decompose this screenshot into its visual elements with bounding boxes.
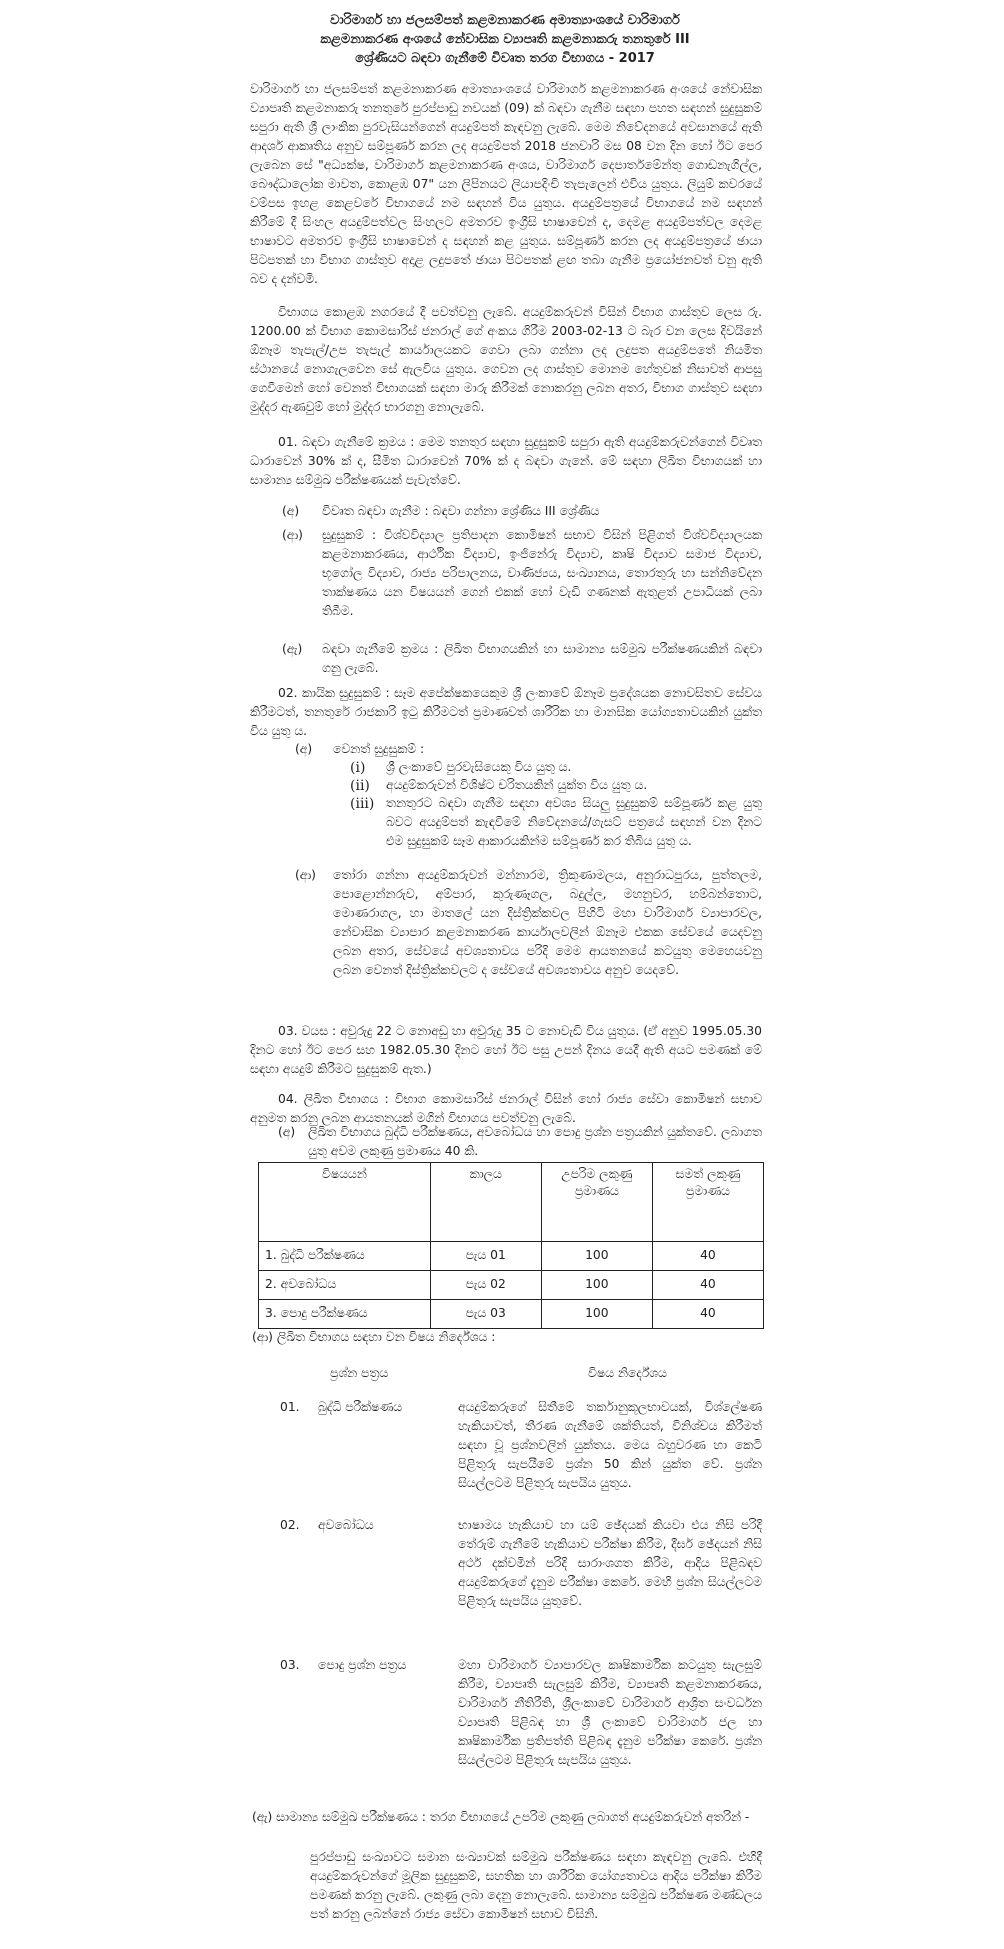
section-01a-label: (අ): [282, 504, 300, 518]
section-01b-label: (ආ): [282, 528, 303, 542]
cell-subject: 1. බුද්ධි පරීක්ෂණය: [259, 1242, 431, 1271]
header-pass-marks: සමත් ලකුණු ප්‍රමාණය: [652, 1163, 763, 1242]
cell-duration: පැය 03: [430, 1300, 541, 1329]
section-04a-label: (අ): [278, 1125, 296, 1139]
syllabus-paper: පොදු ප්‍රශ්න පත්‍රය: [318, 1658, 407, 1672]
syllabus-item-2: [280, 1516, 762, 1611]
section-02a-heading: වෙනත් සුදුසුකම් :: [333, 742, 425, 756]
cell-pass-marks: 40: [652, 1271, 763, 1300]
item-text: ශ්‍රී ලංකාවේ පුරවැසියෙකු විය යුතු ය.: [386, 760, 572, 774]
section-02b-label: (ආ): [295, 868, 316, 882]
title-line-3: ශ්‍රේණියට බඳවා ගැනීමේ විවෘත තරග විභාගය - 2017: [355, 50, 655, 66]
cell-max-marks: 100: [541, 1242, 652, 1271]
header-max-marks: උපරිම ලකුණු ප්‍රමාණය: [541, 1163, 652, 1242]
item-number: (i): [350, 760, 366, 776]
syllabus-item-3: [280, 1656, 762, 1770]
section-01b-qualifications: සුදුසුකම් : විශ්වවිද්‍යාල ප්‍රතිපාදන කොමිෂන් සභාව විසින් පිළිගත් විශ්වවිද්‍යාලයක කළමනාකරණය, ආර්ථික විද්‍යාව, ඉංජිනේරු විද්‍යාව, කෘෂි විද්‍යාව සමාජ විද්‍යාව, භූගෝල විද්‍යාව, රාජ්‍ය පරිපාලනය, වාණිජ්‍යය, සංඛ්‍යානය, තොරතුරු හා සන්නිවේදන තාක්ෂණය යන විෂයයන් ගෙන් එකක් හෝ වැඩි ගණනක් ඇතුළත් උපාධියක් ලබා තිබීම.: [322, 528, 762, 619]
section-02a-label: (අ): [295, 742, 313, 756]
cell-pass-marks: 40: [652, 1300, 763, 1329]
intro-paragraph: වාරිමාර්ග හා ජලසම්පත් කළමනාකරණ අමාත්‍යාංශයේ වාරිමාර්ග කළමනාකරණ අංශයේ නේවාසික ව්‍යාපෘති කළමනාකරු තනතුරේ පුරප්පාඩු නවයක් (09) ක් බඳවා ගැනීම සඳහා පහත සඳහන් සුදුසුකම් සපුරා ඇති ශ්‍රී ලාංකික පුරවැසියන්ගෙන් අයදුම්පත් කැඳවනු ලැබේ. මෙම නිවේදනයේ අවසානයේ ඇති ආදර්ශ ආකෘතිය අනුව සම්පූර්ණ කරන ලද අයදුම්පත් 2018 ජනවාරි මස 08 වන දින හෝ ඊට පෙර ලැබෙන සේ "අධ්‍යක්ෂ, වාරිමාර්ග කළමනාකරණ අංශය, වාරිමාර්ග දෙපාර්තමේන්තු ගොඩනැගිල්ල, බෞද්ධාලෝක මාවත, කොළඹ 07" යන ලිපිනයට ලියාපදිංචි තැපැලෙන් එවිය යුතුය. ලියුම් කවරයේ වම්පස ඉහළ කෙළවරේ විභාගයේ නම සඳහන් විය යුතුය. අයදුම්පත්‍රයේ විභාගයේ නම සඳහන් කිරීමේ දී සිංහල අයදුම්පත්වල සිංහලට අමතරව ඉංග්‍රීසි භාෂාවෙන් ද, දෙමළ අයදුම්පත්වල දෙමළ භාෂාවට අමතරව ඉංග්‍රීසි භාෂාවෙන් ද සඳහන් කළ යුතුය. සම්පූර්ණ කරන ලද අයදුම්පත්‍රයේ ඡායා පිටපතක් හා විභාග ගාස්තුව අදාළ ලදුපතේ ඡායා පිටපතක් ළඟ තබා ගැනීම ප්‍රයෝජනවත් වනු ඇති බව ද දන්වමි.: [250, 82, 762, 287]
section-01c: [282, 640, 762, 678]
section-01a-text: විවෘත බඳවා ගැනීම : බඳවා ගන්නා ශ්‍රේණිය III ශ්‍රේණිය: [322, 504, 600, 518]
header-duration: කාලය: [430, 1163, 541, 1242]
section-03-age: 03. වයස : අවුරුදු 22 ට නොඅඩු හා අවුරුදු 35 ට නොවැඩි විය යුතුය. (ඒ අනුව 1995.05.30 දිනට හෝ ඊට පෙර සහ 1982.05.30 දිනට හෝ ඊට පසු උපන් දිනය යෙදී ඇති අයට පමණක් මේ සඳහා අයදුම් කිරීමට සුදුසුකම් ඇත.): [250, 1024, 762, 1077]
cell-duration: පැය 02: [430, 1271, 541, 1300]
cell-pass-marks: 40: [652, 1242, 763, 1271]
syllabus-title: (ආ) ලිඛිත විභාගය සඳහා වන විෂය නිර්දේශය :: [252, 1330, 496, 1344]
table-header-row: [259, 1163, 764, 1242]
exam-fee-paragraph: විභාගය කොළඹ නගරයේ දී පවත්වනු ලැබේ. අයදුම්කරුවන් විසින් විභාග ගාස්තුව ලෙස රු. 1200.00 ක් විභාග කොමසාරිස් ජනරාල් ගේ අංකය ගිරීම 2003-02-13 ට බැර වන ලෙස දිවයිනේ ඕනෑම තැපැල්/උප තැපැල් කාර්යාලයකට ගෙවා ලබා ගන්නා ලද ලදුපත අයදුම්පතේ නියමිත ස්ථානයේ නොගැලවෙන සේ ඇලවිය යුතුය. ගෙවන ලද ගාස්තුව මොනම හේතුවක් නිසාවත් ආපසු ගෙවීමෙන් හෝ වෙනත් විභාගයක් සඳහා මාරු කිරීමක් නොකරනු ලබන අතර, විභාග ගාස්තුව සඳහා මුද්දර ඇණවුම් හෝ මුද්දර භාරගනු නොලැබේ.: [250, 305, 762, 415]
section-01b: [282, 526, 762, 621]
table-row: [259, 1271, 764, 1300]
cell-subject: 2. අවබෝධය: [259, 1271, 431, 1300]
item-text: තනතුරට බඳවා ගැනීම සඳහා අවශ්‍ය සියලු සුදුසුකම් සම්පූර්ණ කළ යුතු බවට අයදුම්පත් කැඳවීමේ නිවේදනයේ/ගැසට් පත්‍රයේ සඳහන් වන දිනට එම සුදුසුකම් සෑම ආකාරයකින්ම සම්පූර්ණ කර තිබිය යුතු ය.: [386, 796, 762, 849]
syllabus-paper: අවබෝධය: [318, 1518, 374, 1532]
cell-subject: 3. පොදු පරීක්ෂණය: [259, 1300, 431, 1329]
cell-duration: පැය 01: [430, 1242, 541, 1271]
section-04-written-exam: 04. ලිඛිත විභාගය : විභාග කොමසාරිස් ජනරාල් විසින් හෝ රාජ්‍ය සේවා කොමිෂන් සභාව අනුමත කරනු ලබන ආයතනයක් මගින් විභාගය පවත්වනු ලැබේ.: [250, 1092, 762, 1126]
section-02a-item-1: [350, 758, 762, 777]
section-02-physical-qualifications: 02. කායික සුදුසුකම් : සෑම අපේක්ෂකයෙකුම ශ්‍රී ලංකාවේ ඕනෑම ප්‍රදේශයක නොවසිතව සේවය කිරීමටත්, තනතුරේ රාජකාරි ඉටු කිරීමටත් ප්‍රමාණවත් ශාරීරික හා මානසික යෝග්‍යතාවයකින් යුක්ත විය යුතු ය.: [250, 686, 762, 739]
section-02a-item-2: [350, 776, 762, 795]
section-02a-item-3: [350, 794, 762, 851]
syllabus-text: භාෂාමය හැකියාව හා යම් ඡේදයක් කියවා එය නිසි පරිදි තේරුම් ගැනීමේ හැකියාව පරීක්ෂා කිරීම, දීර්ඝ ඡේදයන් නිසි අර්ථ දක්වමින් පරිදි සාරාංශගත කිරීම, ආදිය පිළිබඳව අයදුම්කරුගේ දැනුම පරීක්ෂා කෙරේ. මෙහි ප්‍රශ්න සියල්ලටම පිළිතුරු සැපයිය යුතුවේ.: [458, 1518, 762, 1609]
exam-schedule-table: [258, 1162, 764, 1329]
table-row: [259, 1242, 764, 1271]
section-02a: [295, 740, 762, 759]
syllabus-num: 03.: [280, 1658, 300, 1672]
section-01c-label: (ඇ): [282, 642, 303, 656]
interview-text: පුරප්පාඩු සංඛ්‍යාවට සමාන සංඛ්‍යාවක් සම්මුඛ පරීක්ෂණය සඳහා කැඳවනු ලැබේ. එහිදී අයදුම්කරුවන්ගේ මූලික සුදුසුකම්, සහතික හා ශාරීරික යෝග්‍යතාවය ආදිය පරීක්ෂා කිරීම පමණක් කරනු ලැබේ. ලකුණු ලබා දෙනු නොලැබේ. සාමාන්‍ය සම්මුඛ පරීක්ෂණ මණ්ඩලය පත් කරනු ලබන්නේ රාජ්‍ය සේවා කොමිෂන් සභාව විසිනි.: [310, 1850, 762, 1922]
section-01-recruitment-method: 01. බඳවා ගැනීමේ ක්‍රමය : මෙම තනතුර සඳහා සුදුසුකම් සපුරා ඇති අයදුම්කරුවන්ගෙන් විවෘත ධාරාවෙන් 30% ක් ද, සීමිත ධාරාවෙන් 70% ක් ද බඳවා ගැනේ. මේ සඳහා ලිඛිත විභාගයක් හා සාමාන්‍ය සම්මුඛ පරීක්ෂණයක් පැවැත්වේ.: [250, 435, 762, 488]
section-04a: [278, 1123, 762, 1161]
section-01a: [282, 502, 762, 521]
interview-heading: (ඇ) සාමාන්‍ය සම්මුඛ පරීක්ෂණය : තරග විභාගයේ උපරිම ලකුණු ලබාගත් අයදුම්කරුවන් අතරින් -: [252, 1810, 750, 1824]
syllabus-num: 01.: [280, 1400, 300, 1414]
syllabus-text: අයදුම්කරුගේ සිතීමේ තර්කානුකූලභාවයක්, විශ්ලේෂණ හැකියාවත්, තීරණ ගැනීමේ ශක්තියත්, විනිශ්චය කිරීමත් සඳහා වූ ප්‍රශ්නවලින් යුක්තය. මෙය බහුවරණ හා කෙටි පිළිතුරු සැපයීමේ ප්‍රශ්න 50 කින් යුක්ත වේ. ප්‍රශ්න සියල්ලටම පිළිතුරු සැපයිය යුතුය.: [458, 1400, 762, 1491]
syllabus-item-1: [280, 1398, 762, 1493]
cell-max-marks: 100: [541, 1271, 652, 1300]
title-line-2: කළමනාකරණ අංශයේ නේවාසික ව්‍යාපෘති කළමනාකරු තනතුරේ III: [320, 31, 690, 47]
header-subjects: විෂයයන්: [259, 1163, 431, 1242]
item-number: (ii): [350, 778, 370, 794]
syllabus-header-paper: ප්‍රශ්න පත්‍රය: [330, 1366, 389, 1380]
syllabus-text: මහා වාරිමාර්ග ව්‍යාපාරවල කෘෂිකාර්මික කටයුතු සැලසුම් කිරීම, ව්‍යාපෘති සැලසුම් කිරීම, ව්‍යාපෘති කළමනාකරණය, වාරිමාර්ග නීතිරීති, ශ්‍රීලංකාවේ වාරිමාර්ග ආශ්‍රිත සංවර්ධන ව්‍යාපෘති පිළිබඳ හා ශ්‍රී ලංකාවේ වාරිමාර්ග ජල හා කෘෂිකාර්මික ප්‍රතිපත්ති පිළිබඳ දැනුම පරීක්ෂා කෙරේ. ප්‍රශ්න සියල්ලටම පිළිතුරු සැපයිය යුතුය.: [458, 1658, 762, 1768]
item-number: (iii): [350, 796, 375, 812]
table-row: [259, 1300, 764, 1329]
cell-max-marks: 100: [541, 1300, 652, 1329]
item-text: අයදුම්කරුවන් විශිෂ්ට චරිතයකින් යුක්ත විය යුතු ය.: [386, 778, 648, 792]
section-01c-text: බඳවා ගැනීමේ ක්‍රමය : ලිඛිත විභාගයකින් හා සාමාන්‍ය සම්මුඛ පරීක්ෂණයකින් බඳවා ගනු ලැබේ.: [322, 642, 762, 676]
syllabus-header-syllabus: විෂය නිර්දේශය: [588, 1366, 667, 1380]
section-04a-text: ලිඛිත විභාගය බුද්ධි පරීක්ෂණය, අවබෝධය හා පොදු ප්‍රශ්න පත්‍රයකින් යුක්තවේ. ලබාගත යුතු අවම ලකුණු ප්‍රමාණය 40 කි.: [308, 1125, 762, 1159]
section-02b-text: තෝරා ගන්නා අයදුම්කරුවන් මන්නාරම, ත්‍රිකුණාමලය, අනුරාධපුරය, පුත්තලම, පොළොන්නරුව, අම්පාර, කුරුණෑගල, බදුල්ල, මහනුවර, හම්බන්තොට, මොණරාගල, හා මාතලේ යන දිස්ත්‍රික්කවල පිහිටි මහා වාරිමාර්ග ව්‍යාපාරවල, නේවාසික ව්‍යාපාර කළමනාකරණ කාර්යාලවලින් ඕනෑම එකක සේවයේ යෙදවනු ලබන අතර, සේවයේ අවශ්‍යතාවය පරිදි මෙම ආයතනයේ කටයුතු මෙහෙයවනු ලබන වෙනත් දිස්ත්‍රික්කවලට ද සේවයේ අවශ්‍යතාවය අනුව යෙදවේ.: [333, 868, 762, 978]
notice-title: [250, 12, 760, 69]
syllabus-paper: බුද්ධි පරීක්ෂණය: [318, 1400, 402, 1414]
section-02b: [295, 866, 762, 980]
title-line-1: වාරිමාර්ග හා ජලසම්පත් කළමනාකරණ අමාත්‍යාංශයේ වාරිමාර්ග: [330, 13, 680, 28]
syllabus-num: 02.: [280, 1518, 300, 1532]
